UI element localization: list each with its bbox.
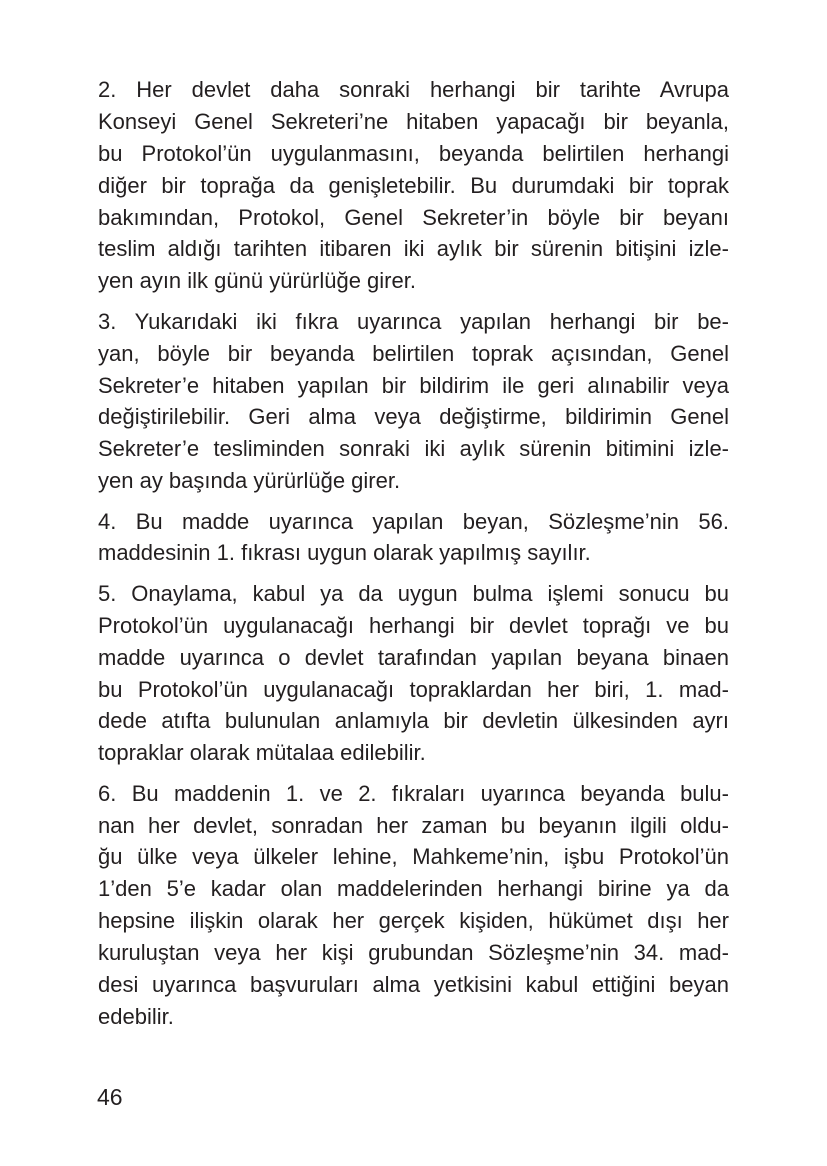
text-line: 2. Her devlet daha sonraki herhangi bir tarihte Avrupa: [98, 77, 729, 102]
text-line: yen ay başında yürürlüğe girer.: [98, 468, 401, 494]
text-line: desi uyarınca başvuruları alma yetkisini kabul ettiğini beyan: [98, 972, 729, 998]
text-line: 1’den 5’e kadar olan maddelerinden herhangi birine ya da: [98, 876, 729, 902]
text-line: maddesinin 1. fıkrası uygun olarak yapılmış sayılır.: [98, 540, 591, 566]
text-line: bu Protokol’ün uygulanmasını, beyanda belirtilen herhangi: [98, 140, 729, 166]
text-line: 6. Bu maddenin 1. ve 2. fıkraları uyarınca beyanda bulu-: [98, 780, 729, 806]
text-line: Sekreter’e hitaben yapılan bir bildirim ile geri alınabilir veya: [98, 372, 729, 398]
text-line: kuruluştan veya her kişi grubundan Sözleşme’nin 34. mad-: [98, 940, 729, 966]
document-body: [98, 74, 729, 1041]
paragraph-2: [98, 74, 729, 297]
text-line: nan her devlet, sonradan her zaman bu beyanın ilgili oldu-: [98, 812, 729, 838]
paragraph-4: [98, 506, 729, 570]
text-line: yan, böyle bir beyanda belirtilen toprak açısından, Genel: [98, 340, 729, 366]
text-line: Protokol’ün uygulanacağı herhangi bir devlet toprağı ve bu: [98, 612, 729, 638]
text-line: topraklar olarak mütalaa edilebilir.: [98, 740, 426, 766]
text-line: bu Protokol’ün uygulanacağı topraklardan her biri, 1. mad-: [98, 676, 729, 702]
text-line: 3. Yukarıdaki iki fıkra uyarınca yapılan herhangi bir be-: [98, 308, 729, 334]
text-line: değiştirilebilir. Geri alma veya değiştirme, bildirimin Genel: [98, 404, 729, 430]
paragraph-5: [98, 578, 729, 769]
text-line: Sekreter’e tesliminden sonraki iki aylık sürenin bitimini izle-: [98, 436, 729, 462]
text-line: edebilir.: [98, 1003, 174, 1029]
text-line: madde uyarınca o devlet tarafından yapılan beyana binaen: [98, 644, 729, 670]
text-line: Konseyi Genel Sekreteri’ne hitaben yapacağı bir beyanla,: [98, 108, 729, 134]
text-line: dede atıfta bulunulan anlamıyla bir devletin ülkesinden ayrı: [98, 708, 729, 734]
text-line: 4. Bu madde uyarınca yapılan beyan, Sözleşme’nin 56.: [98, 508, 729, 534]
text-line: 5. Onaylama, kabul ya da uygun bulma işlemi sonucu bu: [98, 580, 729, 606]
text-line: bakımından, Protokol, Genel Sekreter’in böyle bir beyanı: [98, 204, 729, 230]
paragraph-6: [98, 778, 729, 1033]
text-line: yen ayın ilk günü yürürlüğe girer.: [98, 268, 416, 294]
text-line: diğer bir toprağa da genişletebilir. Bu durumdaki bir toprak: [98, 172, 729, 198]
page-number: 46: [97, 1084, 123, 1110]
text-line: ğu ülke veya ülkeler lehine, Mahkeme’nin, işbu Protokol’ün: [98, 844, 729, 870]
text-line: hepsine ilişkin olarak her gerçek kişiden, hükümet dışı her: [98, 908, 729, 934]
text-line: teslim aldığı tarihten itibaren iki aylık bir sürenin bitişini izle-: [98, 236, 729, 262]
paragraph-3: [98, 306, 729, 497]
